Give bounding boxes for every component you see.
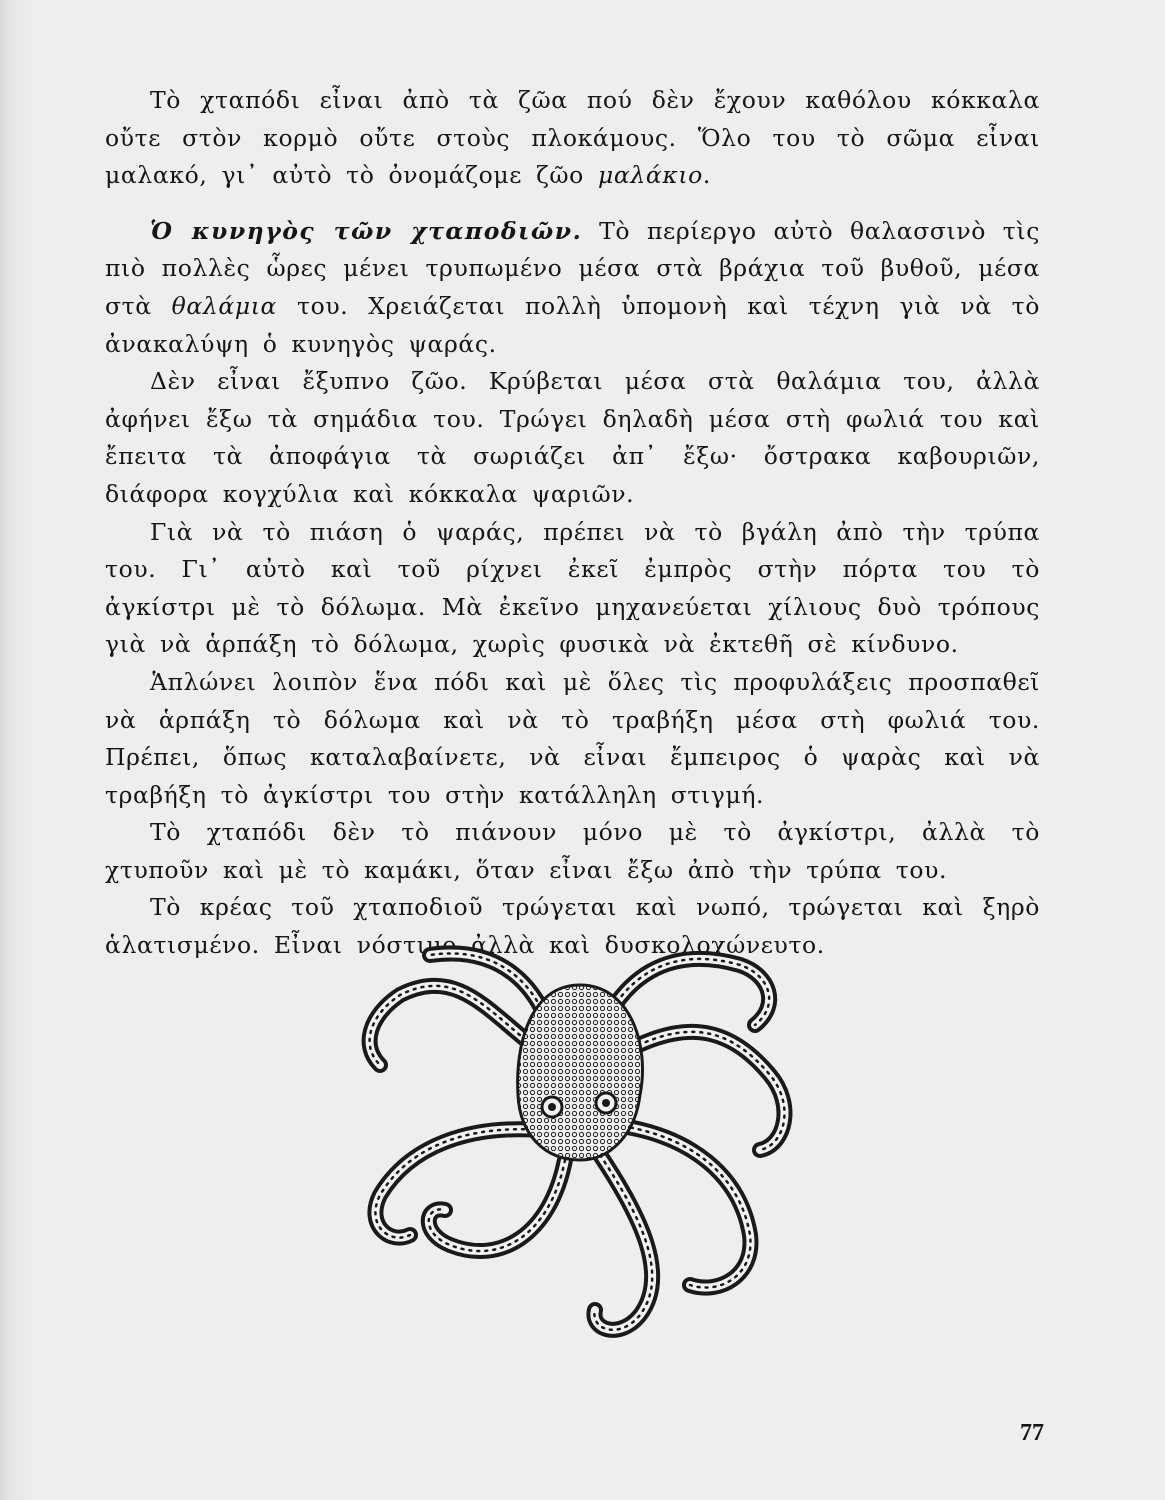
- paragraph-3: Δὲν εἶναι ἔξυπνο ζῶο. Κρύβεται μέσα στὰ θαλάμια του, ἀλλὰ ἀφήνει ἔξω τὰ σημάδια του. Τρώγει δηλαδὴ μέσα στὴ φωλιά του καὶ ἔπειτα τὰ ἀποφάγια τὰ σωριάζει ἀπ᾽ ἔξω· ὄστρακα καβουριῶν, διάφορα κογχύλια καὶ κόκκαλα ψαριῶν.: [105, 367, 1040, 508]
- paragraph-4: Γιὰ νὰ τὸ πιάση ὁ ψαράς, πρέπει νὰ τὸ βγάλη ἀπὸ τὴν τρύπα του. Γι᾽ αὐτὸ καὶ τοῦ ρίχνει ἐκεῖ ἐμπρὸς στὴν πόρτα του τὸ ἀγκίστρι μὲ τὸ δόλωμα. Μὰ ἐκεῖνο μηχανεύεται χίλιους δυὸ τρόπους γιὰ νὰ ἁρπάξη τὸ δόλωμα, χωρὶς φυσικὰ νὰ ἐκτεθῆ σὲ κίνδυνο.: [105, 517, 1040, 659]
- body-text: [105, 82, 1040, 965]
- paragraph-7: Τὸ κρέας τοῦ χταποδιοῦ τρώγεται καὶ νωπό, τρώγεται καὶ ξηρὸ ἁλατισμένο. Εἶναι νόστιμο ἀλλὰ καὶ δυσκολοχώνευτο.: [105, 893, 1040, 960]
- paragraph-1-text: Τὸ χταπόδι εἶναι ἀπὸ τὰ ζῶα πού δὲν ἔχουν καθόλου κόκκαλα οὔτε στὸν κορμὸ οὔτε στοὺς πλοκάμους. Ὅλο του τὸ σῶμα εἶναι μαλακό, γι᾽ αὐτὸ τὸ ὀνομάζομε ζῶο: [105, 86, 1040, 190]
- paragraph-1-end: .: [702, 161, 711, 190]
- octopus-illustration-icon: [340, 935, 810, 1355]
- term-malakio: μαλάκιο: [598, 161, 703, 190]
- section-heading: Ὁ κυνηγὸς τῶν χταποδιῶν.: [150, 216, 583, 245]
- paragraph-6: Τὸ χταπόδι δὲν τὸ πιάνουν μόνο μὲ τὸ ἀγκίστρι, ἀλλὰ τὸ χτυποῦν καὶ μὲ τὸ καμάκι, ὅταν εἶναι ἔξω ἀπὸ τὴν τρύπα του.: [105, 818, 1040, 884]
- term-thalamia: θαλάμια: [171, 291, 278, 320]
- paragraph-2: [105, 213, 1040, 363]
- paragraph-5: Ἁπλώνει λοιπὸν ἕνα πόδι καὶ μὲ ὅλες τὶς προφυλάξεις προσπαθεῖ νὰ ἁρπάξη τὸ δόλωμα καὶ νὰ τὸ τραβήξη μέσα στὴ φωλιά του. Πρέπει, ὅπως καταλαβαίνετε, νὰ εἶναι ἔμπειρος ὁ ψαρὰς καὶ νὰ τραβήξη τὸ ἀγκίστρι του στὴν κατάλληλη στιγμή.: [105, 667, 1040, 809]
- paragraph-2-text: Τὸ περίεργο αὐτὸ θαλασσινὸ τὶς πιὸ πολλὲς ὧρες μένει τρυπωμένο μέσα στὰ βράχια τοῦ βυθοῦ, μέσα στὰ: [105, 216, 1040, 320]
- page-number: 77: [1020, 1420, 1044, 1446]
- paragraph-2-end: του. Χρειάζεται πολλὴ ὑπομονὴ καὶ τέχνη γιὰ νὰ τὸ ἀνακαλύψη ὁ κυνηγὸς ψαράς.: [105, 291, 1040, 358]
- paragraph-1: [105, 82, 1040, 195]
